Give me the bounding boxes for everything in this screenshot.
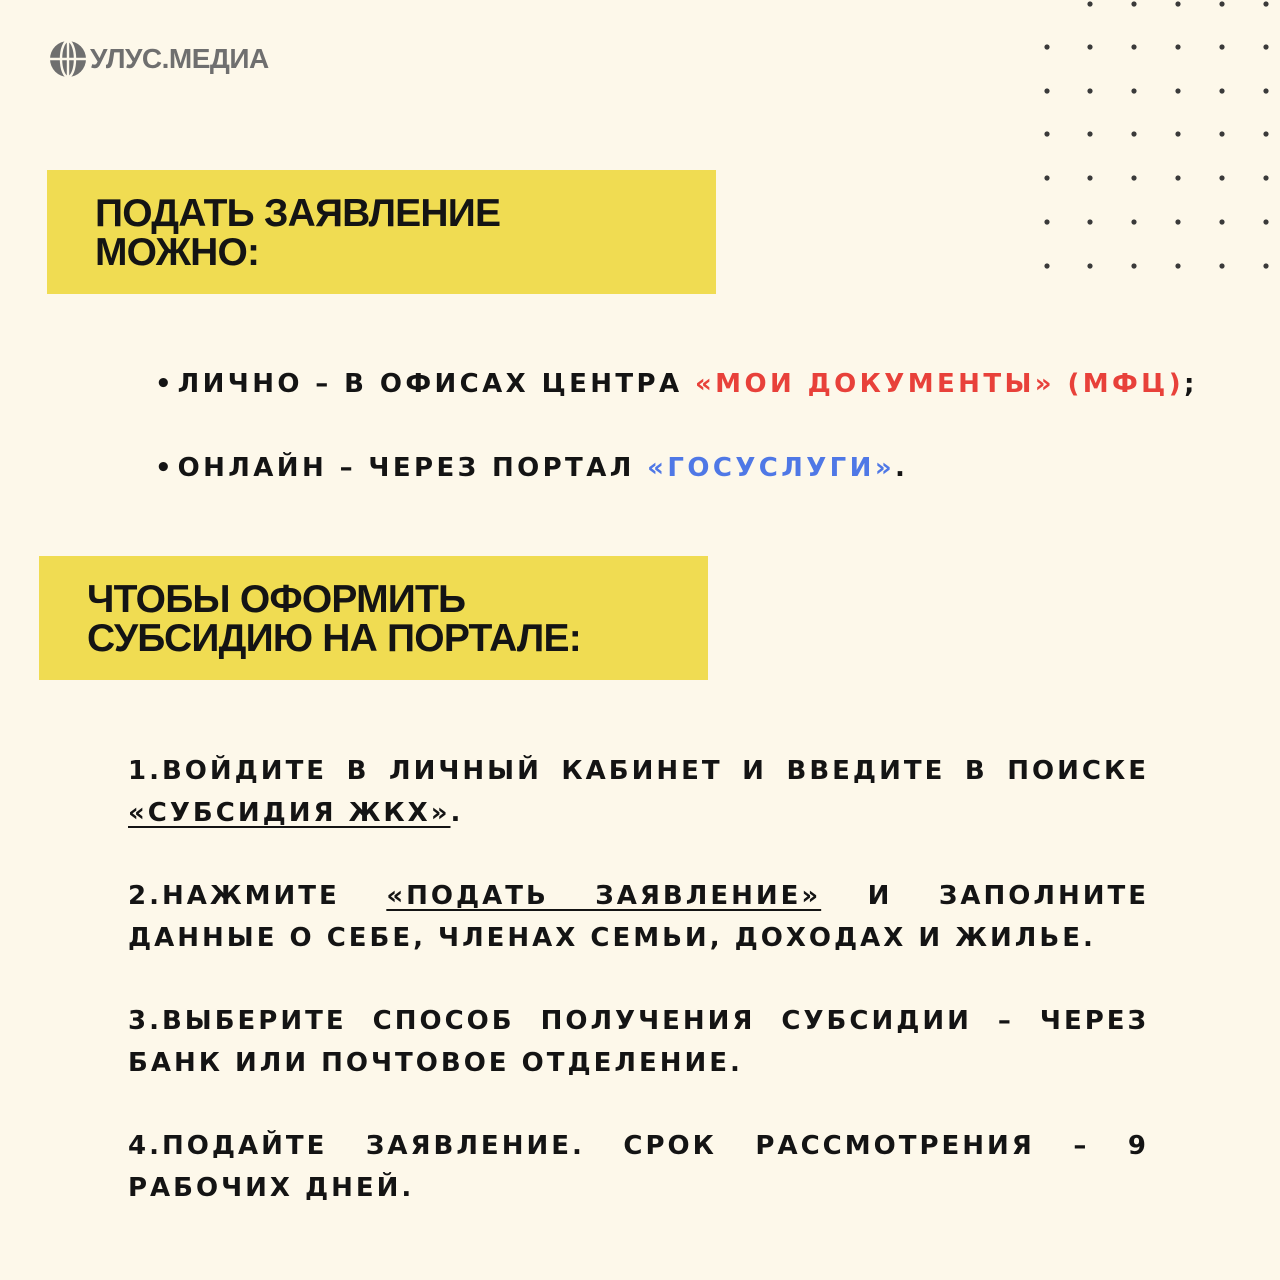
grid-dot [1044,219,1049,224]
apply-methods-list [155,364,1198,532]
step-item: 4.ПОДАЙТЕ ЗАЯВЛЕНИЕ. СРОК РАССМОТРЕНИЯ – 9 РАБОЧИХ ДНЕЙ. [128,1131,1149,1203]
submit-application-link: «ПОДАТЬ ЗАЯВЛЕНИЕ» [386,881,822,911]
grid-dot [1087,131,1092,136]
grid-dot [1175,175,1180,180]
grid-dot [1087,175,1092,180]
brand-logo [48,39,269,79]
grid-dot [1131,175,1136,180]
grid-dot [1175,1,1180,6]
bullet-text: ОНЛАЙН – ЧЕРЕЗ ПОРТАЛ [177,453,648,483]
heading-portal [87,580,581,658]
bullet-suffix: . [895,453,909,483]
grid-dot [1219,175,1224,180]
grid-dot [1044,88,1049,93]
heading-line-1: ПОДАТЬ ЗАЯВЛЕНИЕ [95,192,501,235]
grid-dot [1131,1,1136,6]
list-item [155,448,1155,488]
portal-steps-list [128,750,1149,1250]
gosuslugi-highlight: «ГОСУСЛУГИ» [647,453,896,483]
heading-line-2: МОЖНО: [95,231,260,274]
grid-dot [1263,1,1268,6]
grid-dot [1263,131,1268,136]
grid-dot [1087,1,1092,6]
list-item [155,364,1198,404]
ulus-media-logo-icon [48,39,88,79]
bullet-text: ЛИЧНО – В ОФИСАХ ЦЕНТРА [177,369,695,399]
heading-line-2: СУБСИДИЮ НА ПОРТАЛЕ: [87,617,581,660]
bullet-dot: • [155,453,172,483]
bullet-suffix: ; [1183,369,1198,399]
grid-dot [1219,263,1224,268]
grid-dot [1175,44,1180,49]
grid-dot [1131,263,1136,268]
grid-dot [1263,219,1268,224]
grid-dot [1219,88,1224,93]
grid-dot [1175,131,1180,136]
grid-dot [1263,88,1268,93]
grid-dot [1044,131,1049,136]
mfc-highlight: «МОИ ДОКУМЕНТЫ» (МФЦ) [694,369,1184,399]
grid-dot [1219,219,1224,224]
grid-dot [1263,263,1268,268]
grid-dot [1131,88,1136,93]
heading-box-apply [47,170,716,294]
grid-dot [1219,1,1224,6]
grid-dot [1087,44,1092,49]
grid-dot [1087,219,1092,224]
heading-apply [95,194,500,272]
grid-dot [1219,44,1224,49]
grid-dot [1131,44,1136,49]
search-query-link: «СУБСИДИЯ ЖКХ» [128,798,451,828]
dot-grid-decoration [1030,0,1280,280]
grid-dot [1131,131,1136,136]
grid-dot [1131,219,1136,224]
step-item: 2.НАЖМИТЕ «ПОДАТЬ ЗАЯВЛЕНИЕ» И ЗАПОЛНИТЕ ДАННЫЕ О СЕБЕ, ЧЛЕНАХ СЕМЬИ, ДОХОДАХ И ЖИЛЬЕ. [128,881,1149,953]
bullet-dot: • [155,369,172,399]
brand-name: УЛУС.МЕДИА [90,43,269,74]
grid-dot [1044,44,1049,49]
grid-dot [1219,131,1224,136]
step-item: 1.ВОЙДИТЕ В ЛИЧНЫЙ КАБИНЕТ И ВВЕДИТЕ В ПОИСКЕ «СУБСИДИЯ ЖКХ». [128,756,1149,828]
grid-dot [1175,219,1180,224]
grid-dot [1087,88,1092,93]
grid-dot [1044,263,1049,268]
heading-box-portal [39,556,708,680]
grid-dot [1263,44,1268,49]
grid-dot [1175,263,1180,268]
grid-dot [1044,175,1049,180]
step-item: 3.ВЫБЕРИТЕ СПОСОБ ПОЛУЧЕНИЯ СУБСИДИИ – ЧЕРЕЗ БАНК ИЛИ ПОЧТОВОЕ ОТДЕЛЕНИЕ. [128,1006,1149,1078]
grid-dot [1175,88,1180,93]
grid-dot [1263,175,1268,180]
heading-line-1: ЧТОБЫ ОФОРМИТЬ [87,578,466,621]
grid-dot [1087,263,1092,268]
